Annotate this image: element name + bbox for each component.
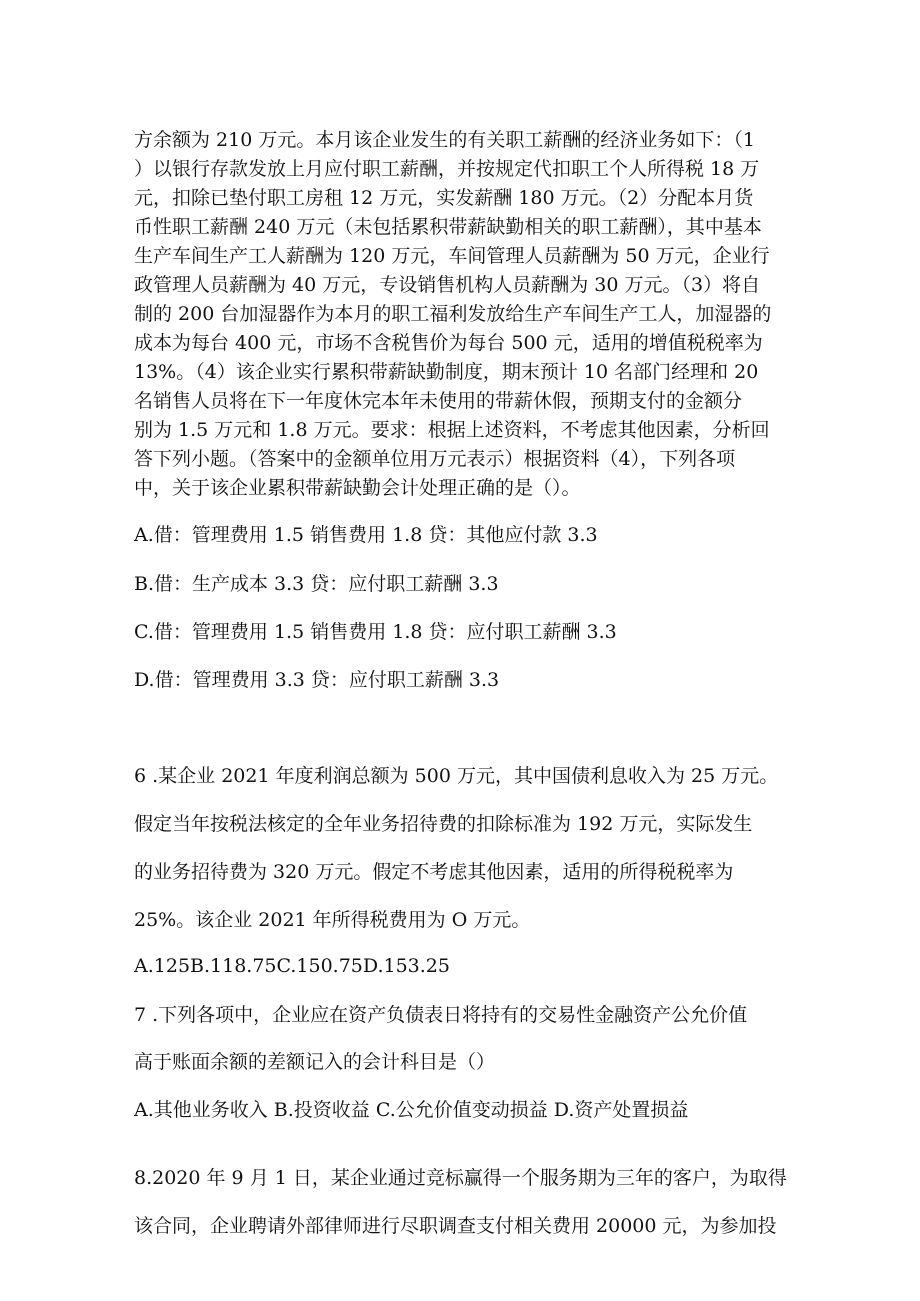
option-d: D.借：管理费用 3.3 贷：应付职工薪酬 3.3 xyxy=(134,669,500,691)
question-5-stem-line: 生产车间生产工人薪酬为 120 万元，车间管理人员薪酬为 50 万元，企业行 xyxy=(134,245,770,267)
question-5-stem-line: 13%。（4）该企业实行累积带薪缺勤制度，期末预计 10 名部门经理和 20 xyxy=(134,361,759,383)
question-6-stem-line: 25%。该企业 2021 年所得税费用为 O 万元。 xyxy=(134,909,531,931)
question-5-stem-line: 方余额为 210 万元。本月该企业发生的有关职工薪酬的经济业务如下：（1 xyxy=(134,129,755,151)
question-6-stem-line: 的业务招待费为 320 万元。假定不考虑其他因素，适用的所得税税率为 xyxy=(134,861,734,883)
question-5-stem-line: 元，扣除已垫付职工房租 12 万元，实发薪酬 180 万元。（2）分配本月货 xyxy=(134,187,754,209)
question-6-options: A.125B.118.75C.150.75D.153.25 xyxy=(134,955,450,977)
question-7-stem-line: 高于账面余额的差额记入的会计科目是（） xyxy=(134,1051,496,1073)
question-8-stem-line: 8.2020 年 9 月 1 日，某企业通过竞标赢得一个服务期为三年的客户，为取得 xyxy=(134,1167,787,1189)
question-8-stem-line: 该合同，企业聘请外部律师进行尽职调查支付相关费用 20000 元，为参加投 xyxy=(134,1215,777,1237)
question-6-stem-line: 假定当年按税法核定的全年业务招待费的扣除标准为 192 万元，实际发生 xyxy=(134,813,753,835)
question-5-stem-line: 答下列小题。（答案中的金额单位用万元表示）根据资料（4），下列各项 xyxy=(134,448,736,470)
option-c: C.借：管理费用 1.5 销售费用 1.8 贷：应付职工薪酬 3.3 xyxy=(134,621,617,643)
option-a: A.借：管理费用 1.5 销售费用 1.8 贷：其他应付款 3.3 xyxy=(134,524,598,546)
question-5-stem-line: ）以银行存款发放上月应付职工薪酬，并按规定代扣职工个人所得税 18 万 xyxy=(134,158,760,180)
question-5-stem-line: 政管理人员薪酬为 40 万元，专设销售机构人员薪酬为 30 万元。（3）将自 xyxy=(134,274,761,296)
question-5-stem-line: 别为 1.5 万元和 1.8 万元。要求：根据上述资料，不考虑其他因素，分析回 xyxy=(134,419,770,441)
question-7-stem-line: 7 .下列各项中，企业应在资产负债表日将持有的交易性金融资产公允价值 xyxy=(134,1004,748,1026)
question-7-options: A.其他业务收入 B.投资收益 C.公允价值变动损益 D.资产处置损益 xyxy=(134,1099,689,1121)
question-5-stem-line: 成本为每台 400 元，市场不含税售价为每台 500 元，适用的增值税税率为 xyxy=(134,332,763,354)
option-b: B.借：生产成本 3.3 贷：应付职工薪酬 3.3 xyxy=(134,573,499,595)
question-5-stem-line: 名销售人员将在下一年度休完本年未使用的带薪休假，预期支付的金额分 xyxy=(134,390,743,412)
question-5-stem-line: 中，关于该企业累积带薪缺勤会计处理正确的是（）。 xyxy=(134,477,581,499)
question-6-stem-line: 6 .某企业 2021 年度利润总额为 500 万元，其中国债利息收入为 25 万元。 xyxy=(134,765,779,787)
question-5-stem-line: 制的 200 台加湿器作为本月的职工福利发放给生产车间生产工人，加湿器的 xyxy=(134,303,772,325)
question-5-stem-line: 币性职工薪酬 240 万元（未包括累积带薪缺勤相关的职工薪酬），其中基本 xyxy=(134,216,762,238)
